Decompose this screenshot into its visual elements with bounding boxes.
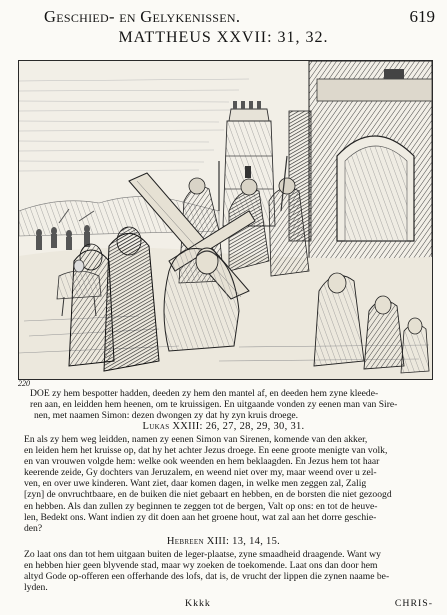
passage-line: len, Bedekt ons. Want indien zy dit doen aan het groene hout, wat zal aan het dorre geschie- xyxy=(24,511,377,523)
passage-line: DOE zy hem bespotter hadden, deeden zy hem den mantel af, en deeden hem zyne kleede- xyxy=(30,388,379,399)
passage-line: En als zy hem weg leidden, namen zy eenen Simon van Sirenen, komende van den akker, xyxy=(24,434,368,445)
hebrews-reference: Hebreen XIII: 13, 14, 15. xyxy=(166,536,281,547)
chapter-reference: MATTHEUS XXVII: 31, 32. xyxy=(118,29,329,46)
signature-mark: Kkkk xyxy=(185,598,211,609)
luke-passage xyxy=(24,434,432,534)
engraving-christ-carrying-cross xyxy=(18,60,433,380)
passage-line: [zyn] de onvruchtbaare, en de buiken die niet gebaart en hebben, en de borsten die niet gezoogd xyxy=(24,489,392,501)
hebrews-passage xyxy=(24,549,432,593)
page-number: 619 xyxy=(409,7,435,26)
matthew-passage xyxy=(30,388,430,421)
running-title: Geschied- en Gelykenissen. xyxy=(44,7,241,26)
passage-line: en hebben hier geen blyvende stad, maar wy zoeken de toekomende. Laat ons dan door hem xyxy=(24,560,378,572)
catchword: CHRIS- xyxy=(394,598,433,609)
luke-reference: Lukas XXIII: 26, 27, 28, 29, 30, 31. xyxy=(142,421,305,432)
city-gate xyxy=(289,61,432,291)
passage-line: lyden. xyxy=(24,582,48,594)
passage-line: den? xyxy=(24,522,43,534)
passage-line: Zo laat ons dan tot hem uitgaan buiten de leger-plaatse, zyne smaadheid draagende. Want wy xyxy=(24,549,381,560)
passage-line: keerende zeide, Gy dochters van Jeruzalem, en weend niet over my, maar weend over u zel- xyxy=(24,467,377,479)
running-head xyxy=(44,7,439,29)
passage-line: nen, met naamen Simon: dezen dwongen zy dat hy zyn kruis droege. xyxy=(34,410,299,422)
passage-line: en hebben. Als dan zullen zy beginnen te zeggen tot de bergen, Valt op ons: en tot de heuve- xyxy=(24,500,378,512)
passage-line: en van vrouwen volgde hem: welke ook weenden en hem beklaagden. En Jezus hem tot haar xyxy=(24,456,380,468)
passage-line: altyd Gode op-offeren een offerhande des lofs, dat is, de vrucht der lippen die zynen naame be- xyxy=(24,571,390,583)
passage-line: ren aan, en leidden hem heenen, om te kruissigen. En uitgaande vonden zy eenen man van Sire- xyxy=(30,399,398,411)
passage-line: ven, en over uwe kinderen. Want ziet, daar komen dagen, in welke men zeggen zal, Zalig xyxy=(24,478,367,490)
plate-number: 220 xyxy=(18,379,30,388)
mourning-women xyxy=(69,227,159,371)
passage-line: en leiden hem het kruisse op, dat hy het achter Jezus droege. En eene groote menigte van volk, xyxy=(24,445,388,457)
